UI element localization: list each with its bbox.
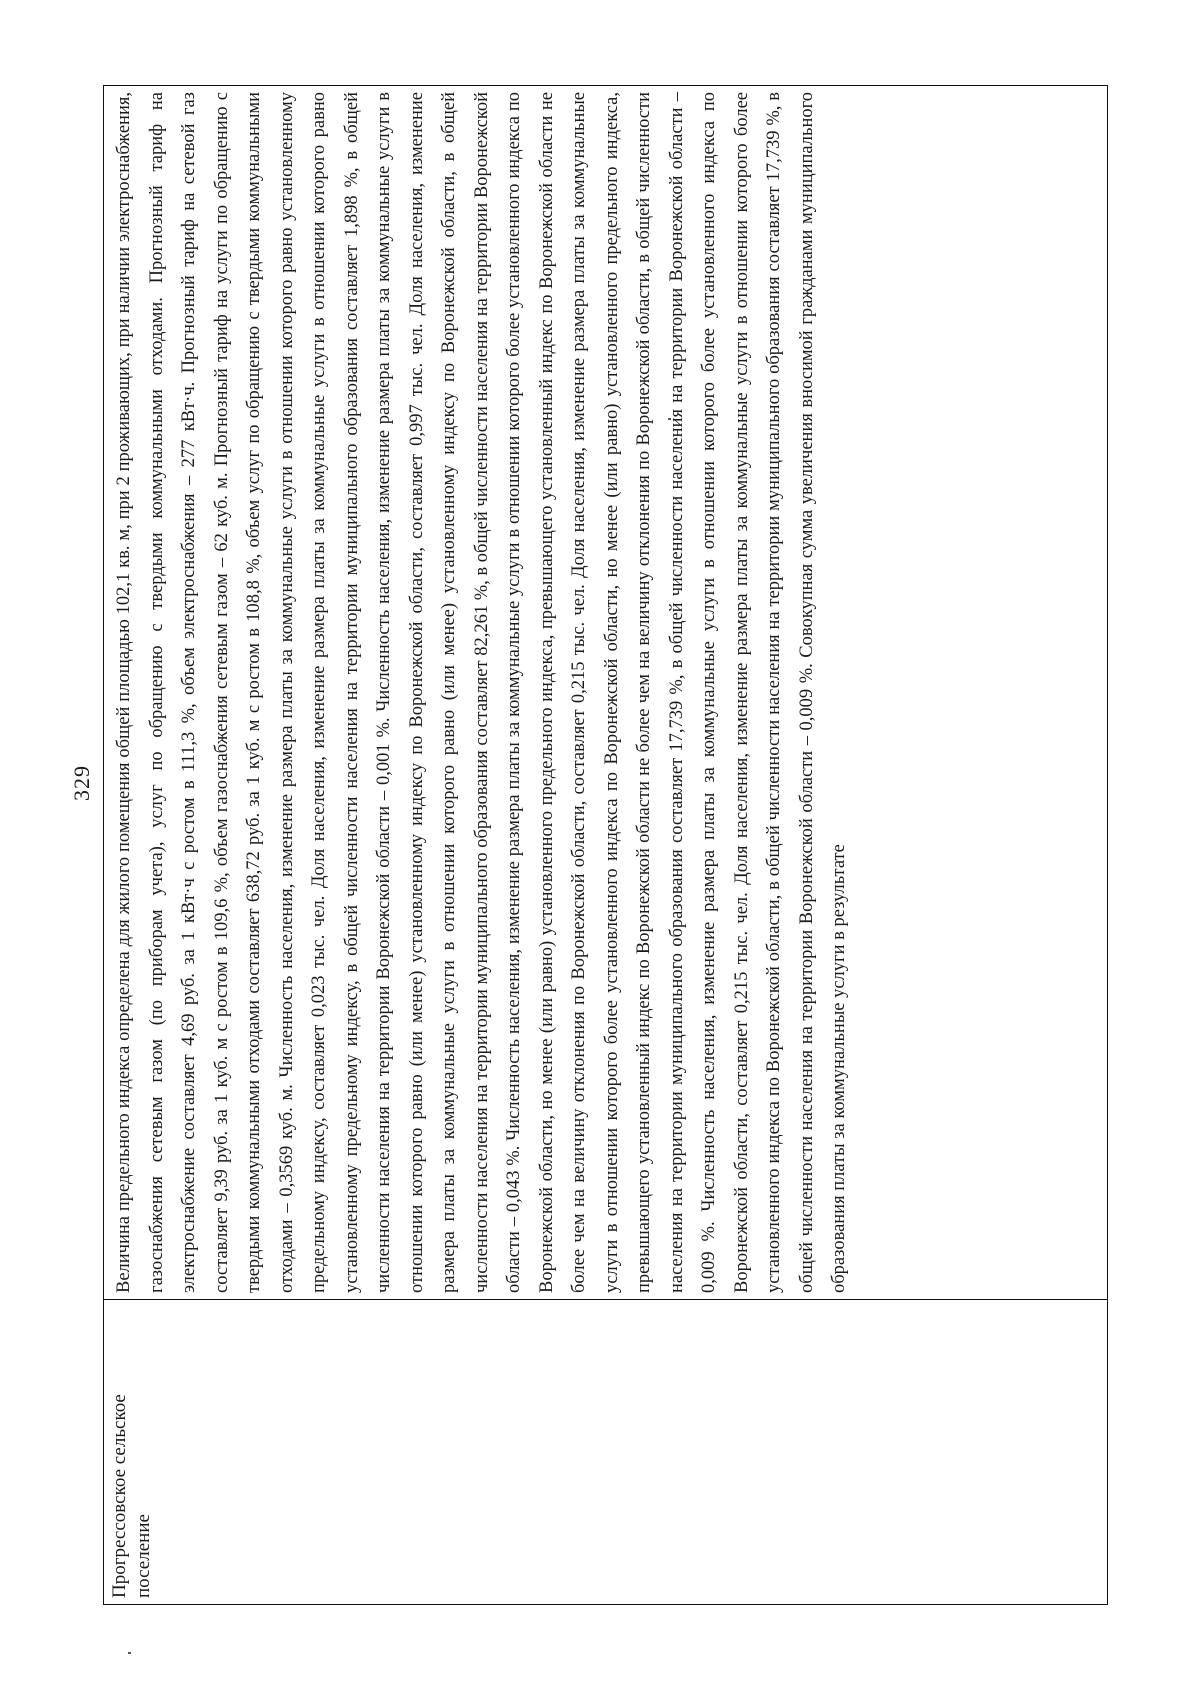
table-row [104,86,1108,1605]
description-cell: Величина предельного индекса определена для жилого помещения общей площадью 102,1 кв. м, при 2 проживающих, при наличии электроснабжения, газоснабжения сетевым газом (по приборам учета), услуг по обращению с твердыми коммунальными отходами. Прогнозный тариф на электроснабжение составляет 4,69 руб. за 1 кВт·ч с ростом в 111,3 %, объем электроснабжения – 277 кВт·ч. Прогнозный тариф на сетевой газ составляет 9,39 руб. за 1 куб. м с ростом в 109,6 %, объем газоснабжения сетевым газом – 62 куб. м. Прогнозный тариф на услуги по обращению с твердыми коммунальными отходами составляет 638,72 руб. за 1 куб. м с ростом в 108,8 %, объем услуг по обращению с твердыми коммунальными отходами – 0,3569 куб. м. Численность населения, изменение размера платы за коммунальные услуги в отношении которого равно установленному предельному индексу, составляет 0,023 тыс. чел. Доля населения, изменение размера платы за коммунальные услуги в отношении которого равно установленному предельному индексу, в общей численности населения на территории муниципального образования составляет 1,898 %, в общей численности населения на территории Воронежской области – 0,001 %. Численность населения, изменение размера платы за коммунальные услуги в отношении которого равно (или менее) установленному индексу по Воронежской области, составляет 0,997 тыс. чел. Доля населения, изменение размера платы за коммунальные услуги в отношении которого равно (или менее) установленному индексу по Воронежской области, в общей численности населения на территории муниципального образования составляет 82,261 %, в общей численности населения на территории Воронежской области – 0,043 %. Численность населения, изменение размера платы за коммунальные услуги в отношении которого более установленного индекса по Воронежской области, но менее (или равно) установленного предельного индекса, превышающего установленный индекс по Воронежской области не более чем на величину отклонения по Воронежской области, составляет 0,215 тыс. чел. Доля населения, изменение размера платы за коммунальные услуги в отношении которого более установленного индекса по Воронежской области, но менее (или равно) установленного предельного индекса, превышающего установленный индекс по Воронежской области не более чем на величину отклонения по Воронежской области, в общей численности населения на территории муниципального образования составляет 17,739 %, в общей численности населения на территории Воронежской области – 0,009 %. Численность населения, изменение размера платы за коммунальные услуги в отношении которого более установленного индекса по Воронежской области, составляет 0,215 тыс. чел. Доля населения, изменение размера платы за коммунальные услуги в отношении которого более установленного индекса по Воронежской области, в общей численности населения на территории муниципального образования составляет 17,739 %, в общей численности населения на территории Воронежской области – 0,009 %. Совокупная сумма увеличения вносимой гражданами муниципального образования платы за коммунальные услуги в результате [104,86,1108,1300]
municipality-cell: Прогрессовское сельское поселение [104,1300,1108,1605]
tariff-index-table [103,85,1108,1605]
page-number: 329 [69,765,94,801]
rotated-page-content [103,85,1108,1605]
scan-speck [128,1652,131,1654]
